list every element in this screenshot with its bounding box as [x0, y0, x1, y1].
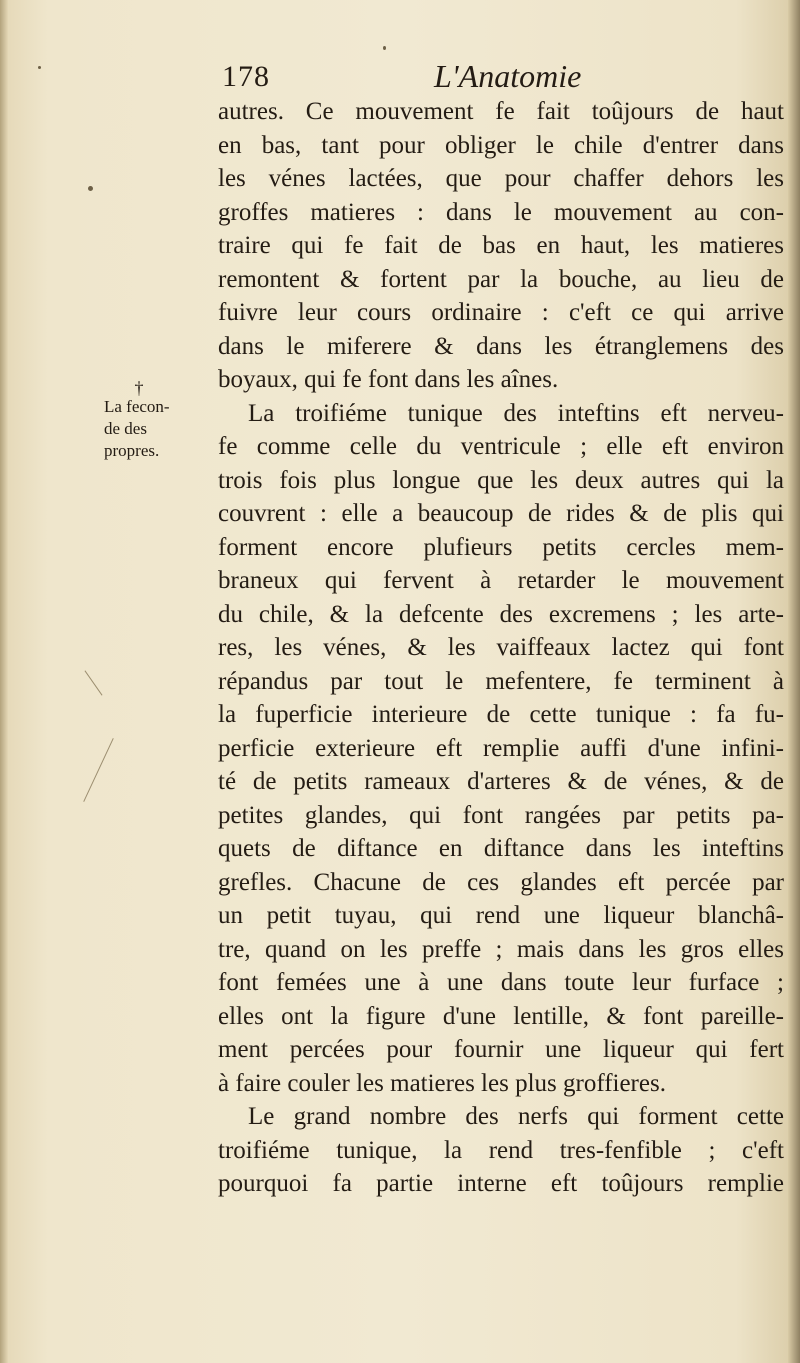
margin-note-line: de des	[104, 419, 147, 438]
margin-note-line: La fecon-	[104, 397, 170, 416]
text-line: forment encore plufieurs petits cercles mem-	[218, 533, 784, 561]
text-line: couvrent : elle a beaucoup de rides & de plis qui	[218, 500, 784, 527]
page-header	[222, 58, 782, 98]
text-line: autres. Ce mouvement fe fait toûjours de haut	[218, 98, 784, 125]
text-line: remontent & fortent par la bouche, au lieu de	[218, 265, 784, 293]
text-line: té de petits rameaux d'arteres & de vénes, & de	[218, 768, 784, 795]
text-line: elles ont la figure d'une lentille, & font pareille-	[218, 1002, 784, 1030]
text-line: font femées une à une dans toute leur furface ;	[218, 969, 784, 996]
ink-speck	[88, 186, 93, 191]
ink-speck	[383, 46, 386, 50]
page-number: 178	[222, 60, 270, 93]
text-line: petites glandes, qui font rangées par petits pa-	[218, 801, 784, 829]
text-line: trois fois plus longue que les deux autres qui la	[218, 466, 784, 494]
margin-note-line: propres.	[104, 441, 160, 460]
text-line: quets de diftance en diftance dans les inteftins	[218, 835, 784, 862]
body-text	[218, 95, 784, 1201]
text-line: braneux qui fervent à retarder le mouvement	[218, 567, 784, 594]
text-line: boyaux, qui fe font dans les aînes.	[218, 366, 559, 393]
text-line: la fuperficie interieure de cette tunique : fa fu-	[218, 701, 784, 728]
text-line: grefles. Chacune de ces glandes eft percée par	[218, 868, 784, 896]
text-line: groffes matieres : dans le mouvement au con-	[218, 198, 784, 226]
text-line: traire qui fe fait de bas en haut, les matieres	[218, 232, 784, 259]
margin-note	[104, 380, 214, 462]
page-right-edge	[788, 0, 800, 1363]
text-line: fuivre leur cours ordinaire : c'eft ce qui arrive	[218, 299, 784, 326]
margin-note-mark: †	[134, 378, 144, 398]
ink-speck	[38, 66, 41, 69]
text-line: en bas, tant pour obliger le chile d'entrer dans	[218, 131, 784, 159]
text-line: perficie exterieure eft remplie auffi d'une infini-	[218, 734, 784, 762]
text-line: les vénes lactées, que pour chaffer dehors les	[218, 165, 784, 192]
text-line: un petit tuyau, qui rend une liqueur blanchâ-	[218, 902, 784, 929]
text-line: pourquoi fa partie interne eft toûjours remplie	[218, 1170, 784, 1197]
paper-scratch	[83, 738, 113, 802]
text-line: Le grand nombre des nerfs qui forment cette	[248, 1103, 784, 1130]
text-line: La troifiéme tunique des inteftins eft nerveu-	[248, 399, 784, 427]
text-line: dans le miferere & dans les étranglemens des	[218, 332, 784, 360]
text-line: à faire couler les matieres les plus groffieres.	[218, 1069, 666, 1097]
text-line: troifiéme tunique, la rend tres-fenfible ; c'eft	[218, 1136, 784, 1164]
running-title: L'Anatomie	[434, 58, 582, 94]
text-line: fe comme celle du ventricule ; elle eft environ	[218, 433, 784, 460]
text-line: res, les vénes, & les vaiffeaux lactez qui font	[218, 634, 784, 661]
paper-scratch	[84, 670, 102, 695]
text-line: tre, quand on les preffe ; mais dans les gros elles	[218, 935, 784, 963]
text-line: du chile, & la defcente des excremens ; les arte-	[218, 600, 784, 628]
text-line: ment percées pour fournir une liqueur qui fert	[218, 1036, 784, 1063]
page-left-edge	[0, 0, 8, 1363]
text-line: répandus par tout le mefentere, fe terminent à	[218, 667, 784, 695]
